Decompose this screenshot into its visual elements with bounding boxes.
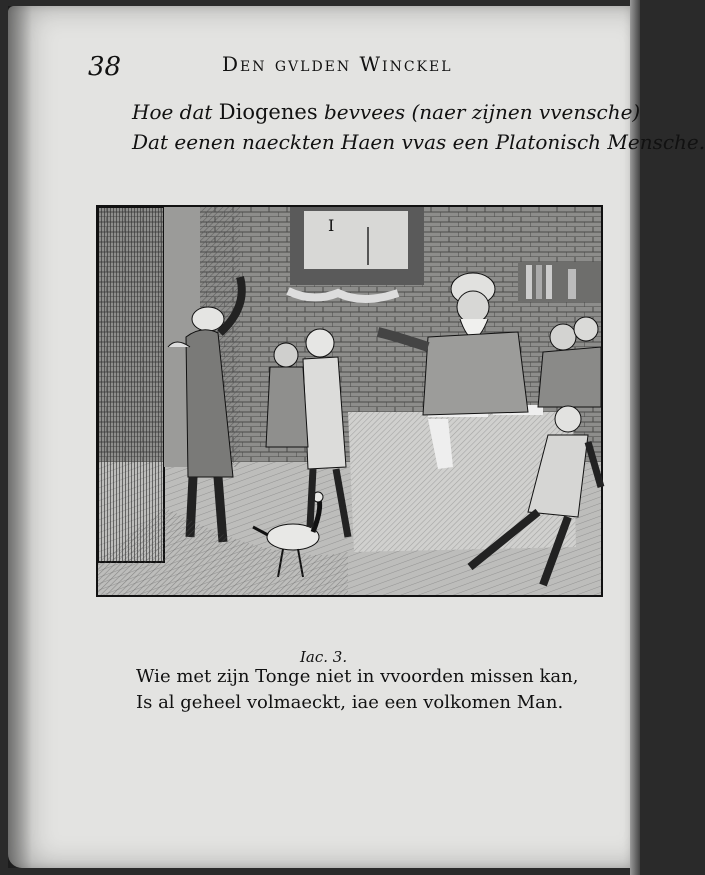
page-number: 38 <box>88 52 122 82</box>
verse-line-2: Is al geheel volmaeckt, iae een volkomen Man. <box>136 692 564 713</box>
verse-citation: Iac. 3. <box>300 648 348 666</box>
title-line-1-name: Diogenes <box>218 100 318 124</box>
title-line-1-part-b: bevvees (naer zijnen vvensche) <box>317 100 641 124</box>
verse-line-1: Wie met zijn Tonge niet in vvoorden missen kan, <box>136 666 579 687</box>
open-door <box>98 207 164 562</box>
running-head: Den gvlden Winckel <box>222 52 453 76</box>
title-line-1-part-a: Hoe dat <box>132 100 219 124</box>
window-pane <box>304 211 408 269</box>
engraving-label: I <box>328 216 335 235</box>
title-line-1 <box>132 100 640 124</box>
page-gutter-shadow <box>8 6 32 868</box>
title-line-2: Dat eenen naeckten Haen vvas een Platonisch Mensche. <box>132 130 705 154</box>
engraving-plate <box>96 205 603 597</box>
engraving-illustration <box>98 207 601 595</box>
